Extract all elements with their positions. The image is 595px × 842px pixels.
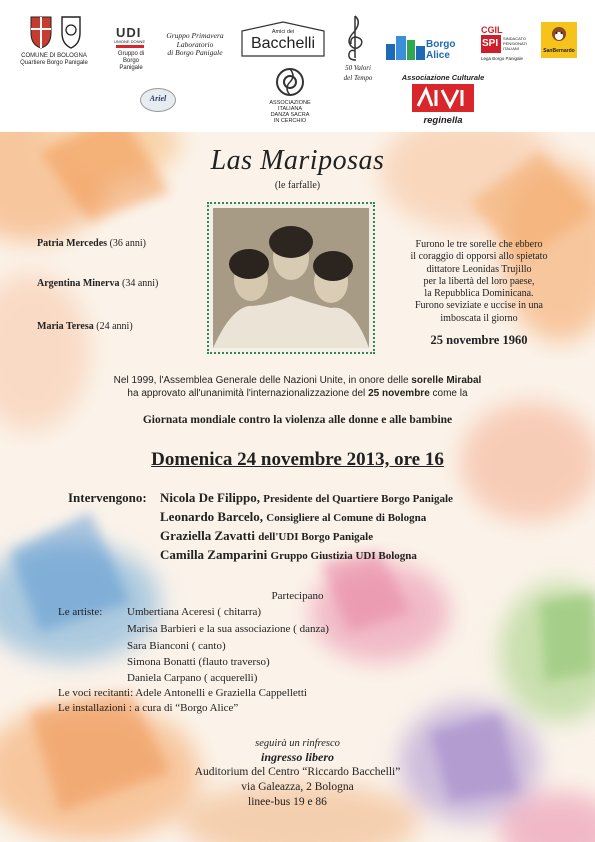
event-date: Domenica 24 novembre 2013, ore 16 bbox=[151, 449, 444, 470]
story-date: 25 novembre 1960 bbox=[430, 333, 528, 347]
cgil-line4: PENSIONATI bbox=[503, 41, 527, 46]
ariel-text: Ariel bbox=[149, 94, 167, 103]
sister-3-name: Maria Teresa bbox=[37, 321, 94, 332]
story-line-5: la Repubblica Dominicana. bbox=[424, 288, 534, 300]
sister-3 bbox=[37, 321, 133, 332]
danza-line2: ITALIANA bbox=[277, 106, 303, 112]
sister-3-age: (24 anni) bbox=[96, 321, 133, 332]
speaker-3 bbox=[160, 528, 373, 544]
story-line-7: imboscata il giorno bbox=[440, 312, 518, 324]
artist-3: Sara Bianconi ( canto) bbox=[127, 640, 226, 652]
cgil-line5: ITALIANI bbox=[503, 46, 519, 51]
un-paragraph bbox=[0, 374, 595, 400]
udi-bar bbox=[116, 45, 144, 48]
closing-block bbox=[0, 737, 595, 810]
artist-5: Daniela Carpano ( acquerelli) bbox=[127, 672, 258, 684]
udi-logo bbox=[112, 25, 154, 69]
world-day-title: Giornata mondiale contro la violenza alle donne e alle bambine bbox=[142, 414, 453, 426]
cgil-text: CGIL bbox=[481, 25, 503, 35]
danza-line3: DANZA SACRA bbox=[270, 112, 310, 118]
borgo-alice-text: Borgo Alice bbox=[426, 39, 456, 61]
bologna-crest-icon bbox=[28, 15, 54, 49]
story-line-3: dittatore Leonidas Trujillo bbox=[426, 263, 532, 275]
comune-line2: Quartiere Borgo Panigale bbox=[20, 60, 88, 66]
artist-4: Simona Bonatti (flauto traverso) bbox=[127, 656, 270, 668]
ariel-logo bbox=[140, 88, 176, 112]
udi-mark: UDI bbox=[116, 25, 142, 40]
artist-1: Umbertiana Aceresi ( chitarra) bbox=[127, 606, 262, 618]
bacchelli-logo bbox=[240, 21, 326, 57]
un-text-2: ha approvato all'unanimità l'internazionalizzazione del bbox=[127, 388, 369, 399]
sister-1-name: Patria Mercedes bbox=[37, 238, 108, 249]
rinfresco-line: seguirà un rinfresco bbox=[255, 738, 340, 749]
sister-1-age: (36 anni) bbox=[109, 238, 146, 249]
udi-sub: UNIONE DONNE bbox=[114, 39, 146, 44]
speaker-4-role: Gruppo Giustizia UDI Bologna bbox=[270, 550, 417, 562]
logo-header bbox=[0, 0, 595, 132]
sanbernardo-text: SanBernardo bbox=[543, 48, 575, 54]
danza-sacra-logo bbox=[267, 66, 313, 130]
speaker-3-role: dell'UDI Borgo Panigale bbox=[258, 531, 374, 543]
mirabal-sisters-photo bbox=[213, 208, 369, 348]
sisters-photo-frame bbox=[207, 202, 375, 354]
speaker-2 bbox=[160, 509, 426, 525]
borgo-alice-logo bbox=[386, 30, 478, 62]
udi-caption1: Gruppo di bbox=[117, 51, 145, 57]
speaker-2-role: Consigliere al Comune di Bologna bbox=[266, 512, 427, 524]
comune-bologna-logo bbox=[16, 15, 92, 65]
sister-2-age: (34 anni) bbox=[122, 278, 159, 289]
speakers-label: Intervengono: bbox=[68, 490, 147, 505]
address-line: via Galeazza, 2 Bologna bbox=[241, 781, 354, 793]
sanbernardo-logo bbox=[541, 22, 577, 58]
un-line-2 bbox=[0, 387, 595, 400]
primavera-line3: di Borgo Panigale bbox=[167, 48, 223, 57]
artists-label: Le artiste: bbox=[58, 606, 103, 618]
danza-line1: ASSOCIAZIONE bbox=[269, 100, 311, 106]
poster-subtitle: (le farfalle) bbox=[274, 180, 321, 191]
speaker-1-name: Nicola De Filippo, bbox=[160, 490, 261, 505]
reginella-heading1: Associazione Culturale bbox=[401, 73, 485, 82]
un-text-3: come la bbox=[429, 388, 468, 399]
quartiere-crest-icon bbox=[60, 15, 82, 49]
speaker-1-role: Presidente del Quartiere Borgo Panigale bbox=[263, 493, 453, 505]
bus-line: linee-bus 19 e 86 bbox=[248, 796, 327, 808]
story-line-1: Furono le tre sorelle che ebbero bbox=[415, 239, 543, 250]
danza-line4: IN CERCHIO bbox=[273, 118, 307, 124]
un-text-1: Nel 1999, l'Assemblea Generale delle Nazioni Unite, in onore delle bbox=[113, 375, 412, 386]
ingresso-line: ingresso libero bbox=[260, 750, 334, 764]
sister-2 bbox=[37, 278, 158, 289]
story-line-4: per la libertà del loro paese, bbox=[423, 275, 535, 287]
comune-line1: COMUNE DI BOLOGNA bbox=[21, 53, 87, 59]
valori-line2: del Tempo bbox=[343, 74, 373, 82]
gruppo-primavera-text bbox=[160, 32, 230, 58]
un-bold-mirabal: sorelle Mirabal bbox=[411, 375, 482, 386]
speaker-3-name: Graziella Zavatti bbox=[160, 528, 255, 543]
partecipano-heading: Partecipano bbox=[271, 590, 324, 602]
sister-2-name: Argentina Minerva bbox=[37, 278, 120, 289]
bacchelli-name: Bacchelli bbox=[250, 35, 316, 52]
speaker-2-name: Leonardo Barcelo, bbox=[160, 509, 264, 524]
primavera-line1: Gruppo Primavera bbox=[166, 31, 224, 40]
un-bold-date: 25 novembre bbox=[368, 388, 430, 399]
spi-text: SPI bbox=[482, 38, 499, 49]
cgil-line6: Lega Borgo Panigale bbox=[481, 56, 524, 61]
installations-line: Le installazioni : a cura di “Borgo Alice” bbox=[58, 702, 239, 714]
story-line-2: il coraggio di opporsi allo spietato bbox=[410, 251, 548, 263]
bacchelli-top: Amici dei bbox=[271, 29, 295, 35]
cgil-line3: SINDACATO bbox=[503, 36, 526, 41]
primavera-line2: Laboratorio bbox=[176, 39, 214, 49]
reginella-mark-icon bbox=[412, 84, 474, 112]
reginella-heading2: reginella bbox=[423, 115, 463, 126]
speaker-4-name: Camilla Zamparini bbox=[160, 547, 268, 562]
buildings-icon bbox=[386, 32, 426, 60]
udi-caption2: Borgo Panigale bbox=[119, 58, 143, 71]
valori-tempo-logo bbox=[336, 14, 380, 94]
danza-circle-icon bbox=[274, 66, 306, 98]
story-line-6: Furono seviziate e uccise in una bbox=[414, 300, 543, 312]
story-text bbox=[384, 239, 574, 325]
artist-2: Marisa Barbieri e la sua associazione ( danza) bbox=[127, 623, 329, 635]
treble-clef-icon bbox=[342, 14, 368, 62]
venue-line: Auditorium del Centro “Riccardo Bacchelli” bbox=[194, 766, 401, 778]
poster-title: Las Mariposas bbox=[210, 145, 385, 176]
reginella-logo bbox=[401, 73, 485, 129]
speaker-1 bbox=[160, 490, 453, 506]
voices-line: Le voci recitanti: Adele Antonelli e Graziella Cappelletti bbox=[58, 687, 307, 699]
sister-1 bbox=[37, 238, 146, 249]
cgil-spi-logo bbox=[481, 25, 529, 69]
dog-icon bbox=[549, 25, 569, 45]
speaker-4 bbox=[160, 547, 417, 563]
un-line-1 bbox=[0, 374, 595, 387]
valori-line1: 50 Valori bbox=[345, 64, 371, 72]
